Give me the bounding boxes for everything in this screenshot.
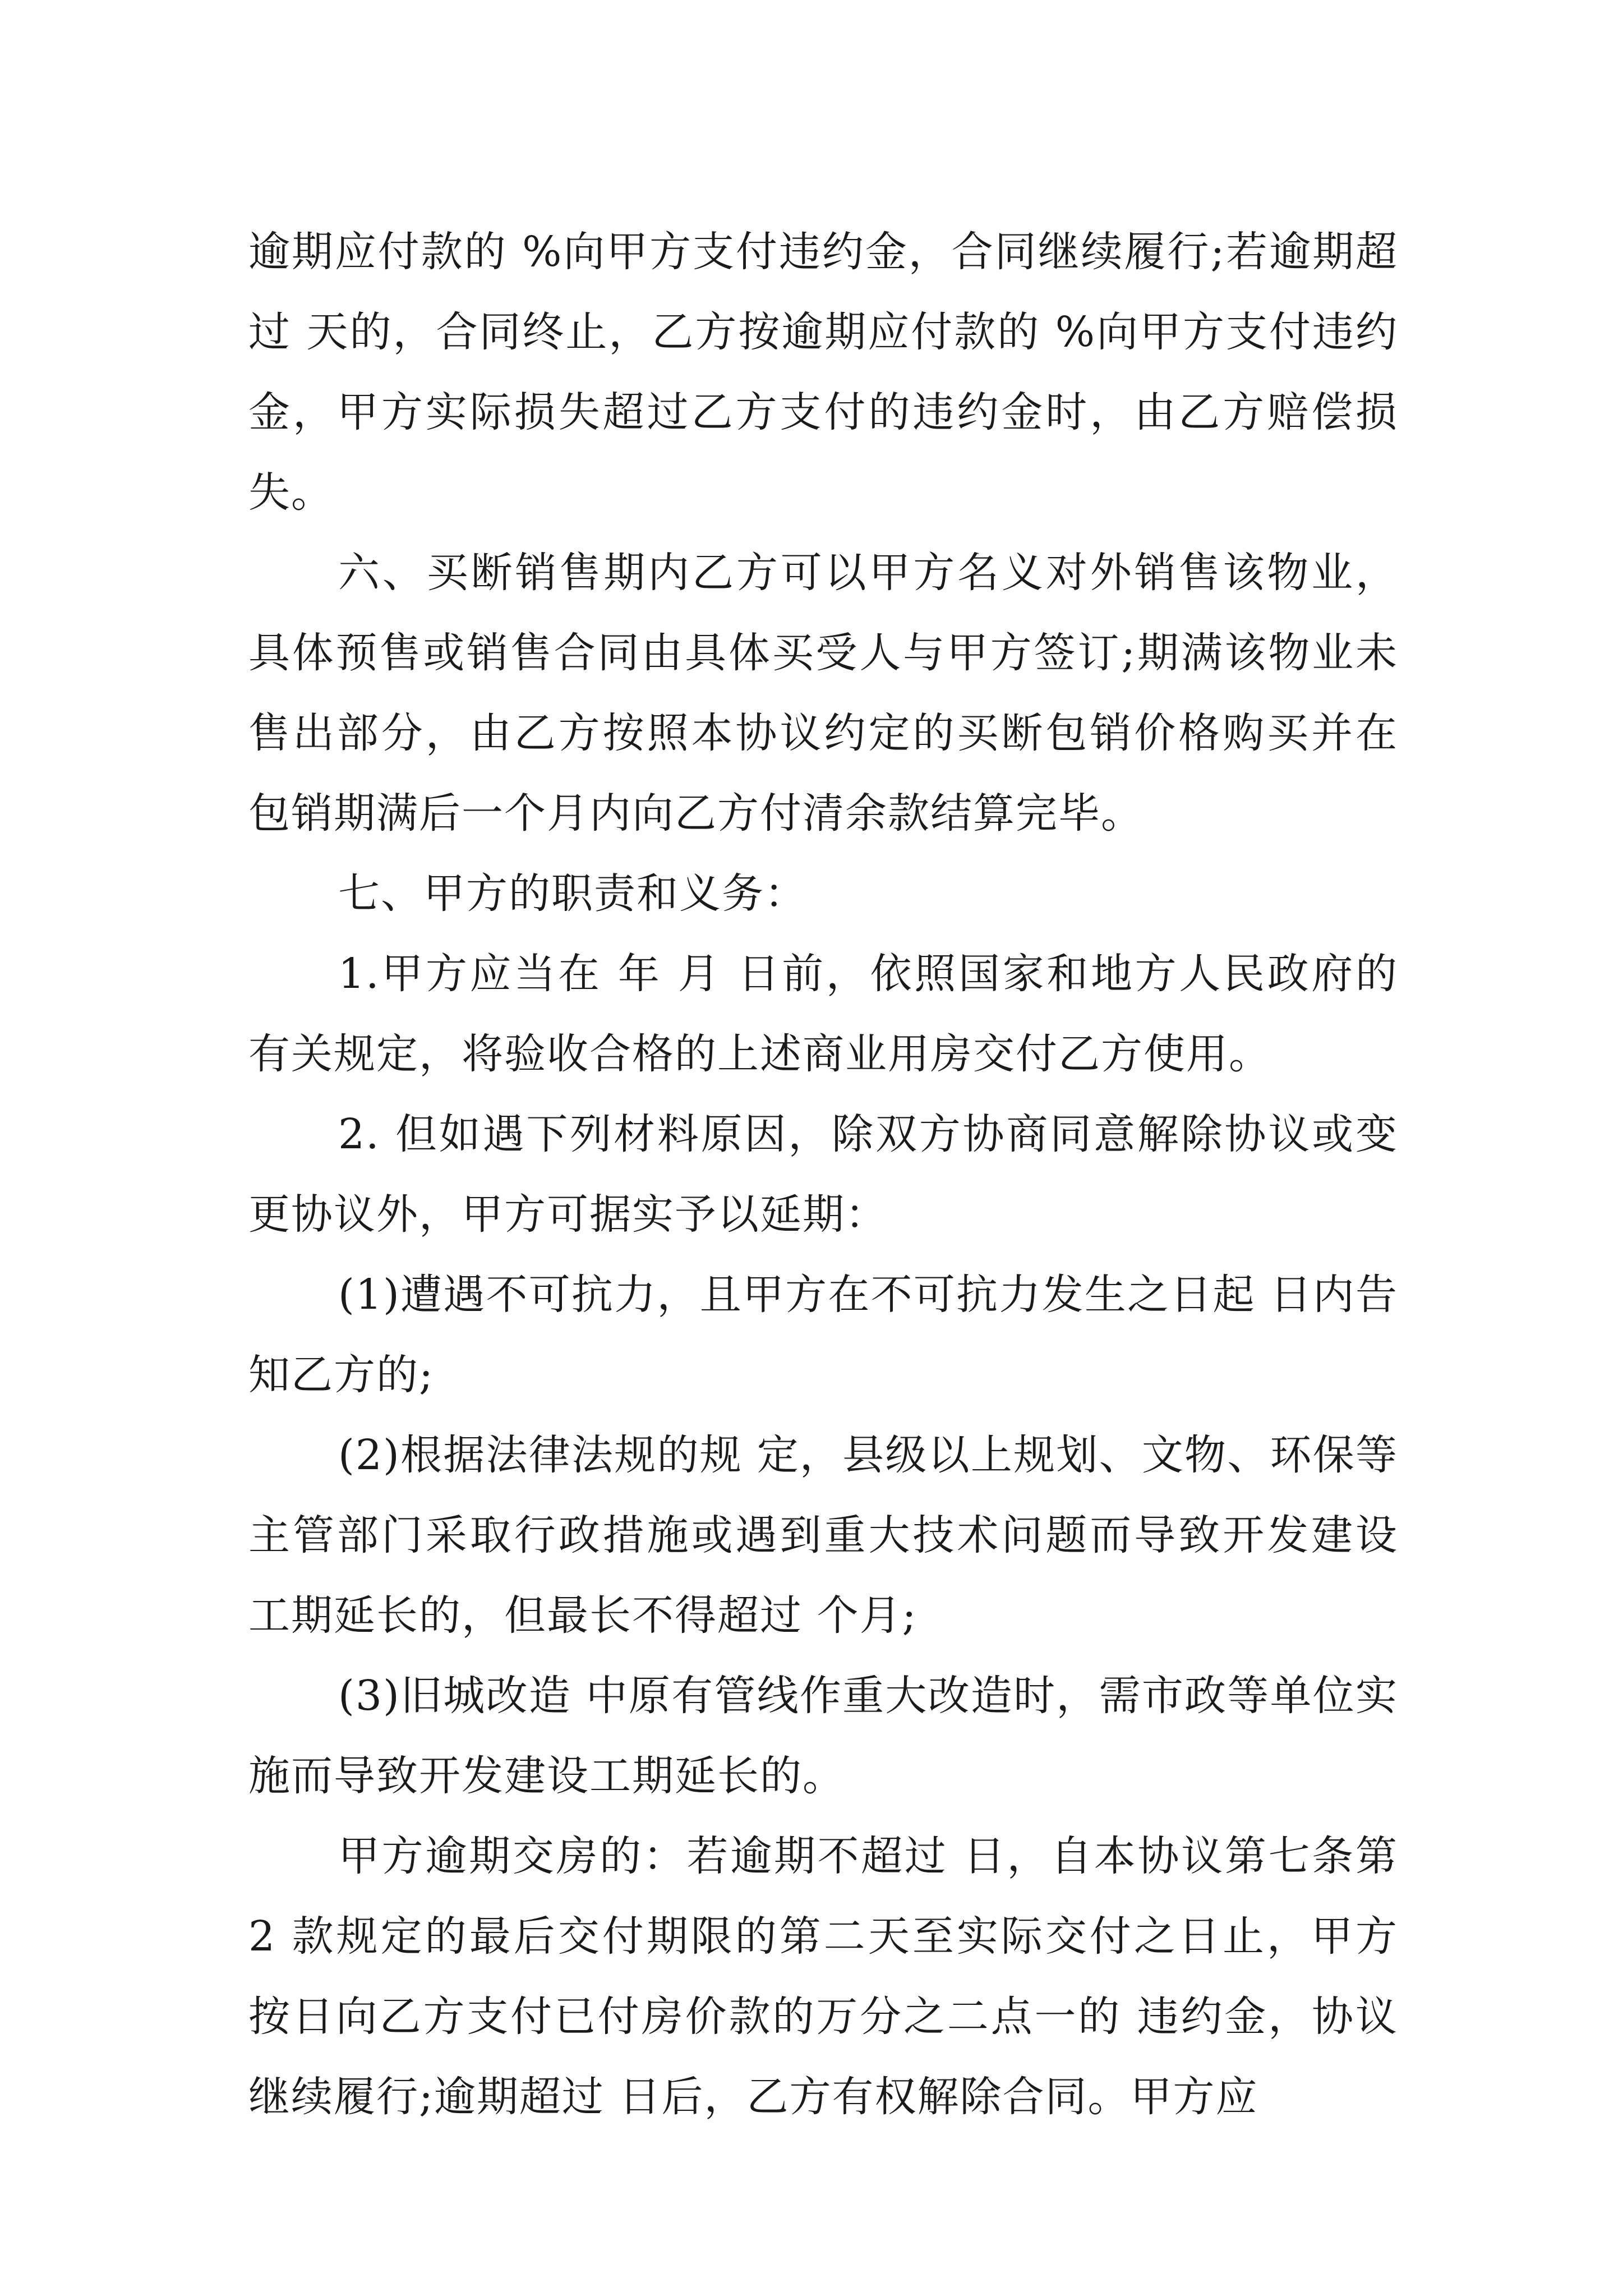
paragraph-clause-six: 六、买断销售期内乙方可以甲方名义对外销售该物业，具体预售或销售合同由具体买受人与甲方签订;期满该物业未售出部分，由乙方按照本协议约定的买断包销价格购买并在包销期满后一个月内向乙方付清余款结算完毕。: [248, 549, 1398, 838]
paragraph-clause-seven-heading: 七、甲方的职责和义务：: [338, 869, 807, 918]
paragraph-late-delivery: 甲方逾期交房的：若逾期不超过 日，自本协议第七条第 2 款规定的最后交付期限的第二天至实际交付之日止，甲方按日向乙方支付已付房价款的万分之二点一的 违约金，协议继续履行;逾期超过 日后，乙方有权解除合同。甲方应: [248, 1832, 1398, 2121]
paragraph-subitem-2: (2)根据法律法规的规 定，县级以上规划、文物、环保等主管部门采取行政措施或遇到重大技术问题而导致开发建设工期延长的，但最长不得超过 个月;: [248, 1431, 1398, 1640]
document-body: [248, 212, 1398, 2137]
paragraph-subitem-1: (1)遭遇不可抗力，且甲方在不可抗力发生之日起 日内告知乙方的;: [248, 1271, 1398, 1399]
paragraph-penalty-continuation: 逾期应付款的 %向甲方支付违约金，合同继续履行;若逾期超过 天的，合同终止，乙方按逾期应付款的 %向甲方支付违约金，甲方实际损失超过乙方支付的违约金时，由乙方赔偿损失。: [248, 228, 1398, 517]
paragraph-item-2: 2. 但如遇下列材料原因，除双方协商同意解除协议或变 更协议外，甲方可据实予以延期：: [248, 1110, 1398, 1239]
paragraph-subitem-3: (3)旧城改造 中原有管线作重大改造时，需市政等单位实施而导致开发建设工期延长的。: [248, 1672, 1398, 1800]
paragraph-item-1: 1.甲方应当在 年 月 日前，依照国家和地方人民政府的有关规定，将验收合格的上述商业用房交付乙方使用。: [248, 950, 1398, 1078]
